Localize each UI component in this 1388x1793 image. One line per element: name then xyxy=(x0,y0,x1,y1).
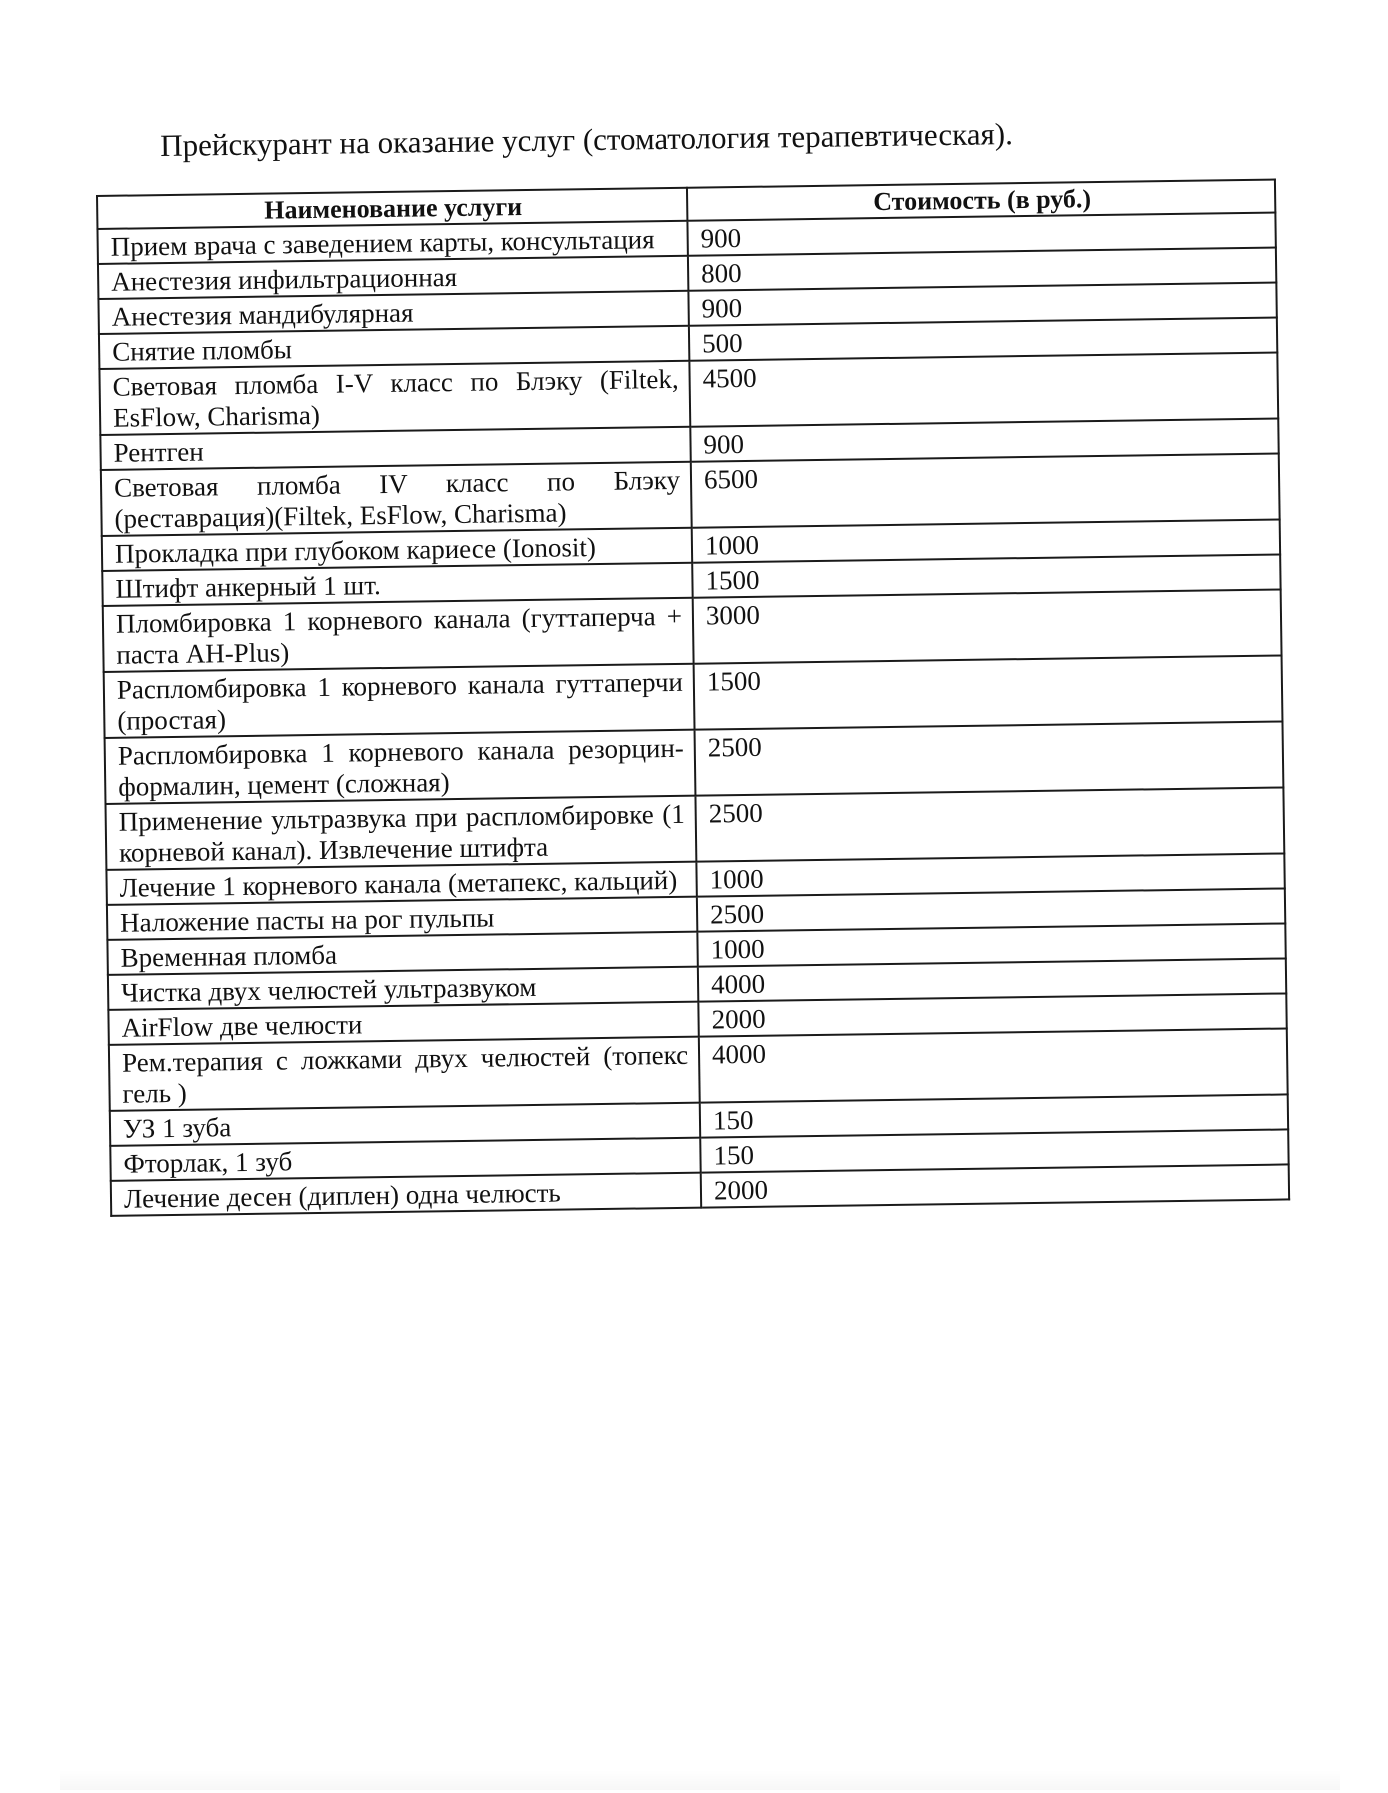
service-price-cell: 1000 xyxy=(696,853,1284,896)
service-price-cell: 150 xyxy=(700,1094,1288,1137)
service-price-cell: 4000 xyxy=(698,958,1286,1001)
service-name-cell: Световая пломба I-V класс по Блэку (Filtek, EsFlow, Charisma) xyxy=(99,361,690,435)
service-price-cell: 800 xyxy=(688,248,1276,291)
service-price-cell: 4500 xyxy=(689,353,1278,427)
service-price-cell: 500 xyxy=(689,318,1277,361)
service-name-cell: Распломбировка 1 корневого канала резорцин-формалин, цемент (сложная) xyxy=(105,730,696,804)
service-price-cell: 2500 xyxy=(695,787,1284,861)
service-price-cell: 1000 xyxy=(692,520,1280,563)
service-price-cell: 2000 xyxy=(698,993,1286,1036)
service-price-cell: 1500 xyxy=(694,655,1283,729)
service-price-cell: 4000 xyxy=(699,1028,1288,1102)
service-name-cell: Чистка двух челюстей ультразвуком xyxy=(108,967,698,1010)
service-name-cell: Пломбировка 1 корневого канала (гуттаперча + паста AH-Plus) xyxy=(103,598,694,672)
service-price-cell: 1000 xyxy=(697,923,1285,966)
service-name-cell: Прием врача с заведением карты, консультация xyxy=(97,221,687,264)
service-price-cell: 2500 xyxy=(697,888,1285,931)
service-price-cell: 1500 xyxy=(692,555,1280,598)
header-price: Стоимость (в руб.) xyxy=(687,180,1275,221)
service-name-cell: Временная пломба xyxy=(107,932,697,975)
service-name-cell: Распломбировка 1 корневого канала гуттаперчи (простая) xyxy=(104,664,695,738)
service-name-cell: Фторлак, 1 зуб xyxy=(110,1138,700,1181)
service-price-cell: 900 xyxy=(687,213,1275,256)
service-price-cell: 2500 xyxy=(695,721,1284,795)
service-name-cell: Лечение 1 корневого канала (метапекс, кальций) xyxy=(106,862,696,905)
service-name-cell: Световая пломба IV класс по Блэку (реставрация)(Filtek, EsFlow, Charisma) xyxy=(101,462,692,536)
service-name-cell: УЗ 1 зуба xyxy=(110,1103,700,1146)
service-name-cell: AirFlow две челюсти xyxy=(108,1002,698,1045)
service-name-cell: Рем.терапия с ложками двух челюстей (топекс гель ) xyxy=(109,1037,700,1111)
service-price-cell: 150 xyxy=(700,1129,1288,1172)
service-name-cell: Наложение пасты на рог пульпы xyxy=(107,897,697,940)
service-name-cell: Анестезия инфильтрационная xyxy=(98,256,688,299)
scan-edge-shadow xyxy=(60,1770,1340,1790)
price-table xyxy=(96,179,1290,1217)
service-price-cell: 2000 xyxy=(701,1164,1289,1207)
service-name-cell: Штифт анкерный 1 шт. xyxy=(102,563,692,606)
document-title: Прейскурант на оказание услуг (стоматология терапевтическая). xyxy=(160,116,1014,163)
service-price-cell: 3000 xyxy=(693,589,1282,663)
service-name-cell: Применение ультразвука при распломбировке (1 корневой канал). Извлечение штифта xyxy=(106,796,697,870)
service-price-cell: 900 xyxy=(690,419,1278,462)
price-table-container xyxy=(96,179,1288,1217)
service-name-cell: Снятие пломбы xyxy=(99,326,689,369)
service-name-cell: Рентген xyxy=(100,427,690,470)
service-name-cell: Анестезия мандибулярная xyxy=(98,291,688,334)
table-body xyxy=(97,213,1289,1216)
service-name-cell: Лечение десен (диплен) одна челюсть xyxy=(111,1173,701,1216)
header-service-name: Наименование услуги xyxy=(97,188,687,229)
service-price-cell: 6500 xyxy=(691,454,1280,528)
service-price-cell: 900 xyxy=(688,283,1276,326)
service-name-cell: Прокладка при глубоком кариесе (Ionosit) xyxy=(102,528,692,571)
